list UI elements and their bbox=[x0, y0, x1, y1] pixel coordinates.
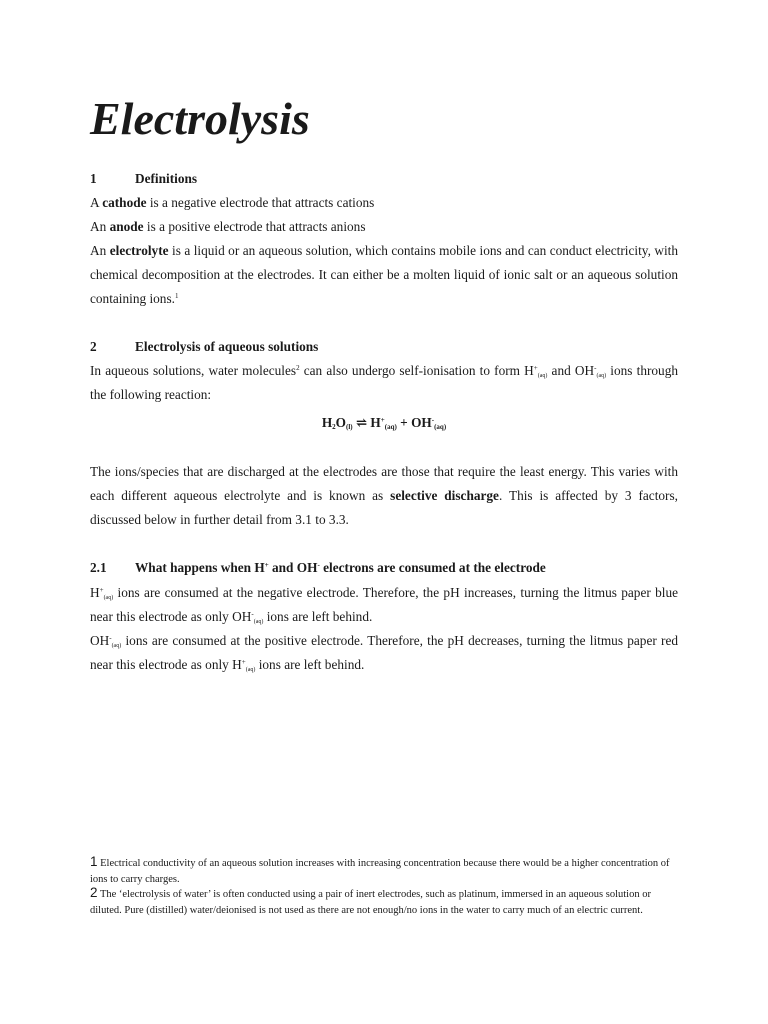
superscript: + bbox=[241, 658, 246, 666]
text: ions through the following reaction: bbox=[90, 363, 678, 402]
subscript: (aq) bbox=[253, 619, 264, 625]
self-ionisation-paragraph bbox=[90, 359, 678, 407]
superscript: - bbox=[317, 561, 320, 569]
footnote-ref-1[interactable]: 1 bbox=[174, 292, 179, 300]
section-title: Definitions bbox=[135, 171, 198, 186]
text: . This is affected by 3 factors, discussed below in further detail from 3.1 to 3.3. bbox=[90, 488, 678, 527]
superscript: - bbox=[109, 634, 112, 642]
text: electrons are consumed at the electrode bbox=[319, 560, 546, 575]
text: The ions/species that are discharged at the electrodes are those that require the least energy. This varies with each different aqueous electrolyte and is known as bbox=[90, 464, 678, 503]
subscript: (l) bbox=[346, 423, 353, 431]
subscript: (aq) bbox=[111, 643, 122, 649]
term-cathode: cathode bbox=[102, 195, 147, 210]
electrolyte-definition bbox=[90, 239, 678, 311]
footnote-text: Electrical conductivity of an aqueous solution increases with increasing concentration because there would be a higher concentration of ions to carry charges. bbox=[90, 858, 670, 885]
subscript: (aq) bbox=[245, 667, 256, 673]
text: H bbox=[370, 415, 381, 430]
section-1-heading bbox=[90, 167, 197, 191]
subscript: (aq) bbox=[434, 423, 447, 431]
anode-definition bbox=[90, 215, 678, 239]
text: O bbox=[335, 415, 347, 430]
h-ions-paragraph bbox=[90, 581, 678, 629]
text: can also undergo self-ionisation to form H bbox=[299, 363, 534, 378]
text: ions are left behind. bbox=[255, 657, 365, 672]
subscript: (aq) bbox=[537, 373, 548, 379]
footnote-number: 1 bbox=[90, 854, 98, 869]
water-ionisation-equation bbox=[90, 411, 678, 435]
text: An bbox=[90, 219, 110, 234]
text: is a positive electrode that attracts anions bbox=[143, 219, 366, 234]
footnote-1 bbox=[90, 854, 678, 887]
subscript: 2 bbox=[332, 423, 336, 431]
text: is a negative electrode that attracts cations bbox=[146, 195, 375, 210]
term-anode: anode bbox=[109, 219, 144, 234]
superscript: + bbox=[99, 586, 104, 594]
text: H bbox=[321, 415, 333, 430]
section-title: Electrolysis of aqueous solutions bbox=[135, 339, 319, 354]
text: OH bbox=[411, 415, 432, 430]
cathode-definition bbox=[90, 191, 678, 215]
section-title bbox=[135, 560, 546, 575]
page-title: Electrolysis bbox=[90, 93, 310, 144]
text: A bbox=[90, 195, 103, 210]
text: An bbox=[90, 243, 110, 258]
text: ions are consumed at the positive electrode. Therefore, the pH decreases, turning the litmus paper red near this electrode as only H bbox=[90, 633, 678, 672]
footnote-number: 2 bbox=[90, 885, 98, 900]
text: and OH bbox=[547, 363, 595, 378]
text: and OH bbox=[268, 560, 318, 575]
section-number: 2 bbox=[90, 339, 97, 354]
text: In aqueous solutions, water molecules bbox=[90, 363, 297, 378]
term-electrolyte: electrolyte bbox=[109, 243, 169, 258]
section-number: 1 bbox=[90, 171, 97, 186]
text: is a liquid or an aqueous solution, which contains mobile ions and can conduct electricity, with chemical decomposition at the electrodes. It can either be a molten liquid of ionic salt or an aqueous solution containing ions. bbox=[90, 243, 678, 306]
text: + bbox=[396, 415, 412, 430]
superscript: + bbox=[264, 561, 269, 569]
footnote-2 bbox=[90, 885, 678, 918]
superscript: + bbox=[533, 364, 538, 372]
section-2-1-heading bbox=[90, 556, 546, 580]
subscript: (aq) bbox=[384, 423, 397, 431]
equilibrium-arrow: ⇌ bbox=[352, 415, 371, 430]
section-number: 2.1 bbox=[90, 560, 107, 575]
term-selective-discharge: selective discharge bbox=[390, 488, 499, 503]
superscript: - bbox=[431, 416, 435, 424]
subscript: (aq) bbox=[596, 373, 607, 379]
oh-ions-paragraph bbox=[90, 629, 678, 677]
subscript: (aq) bbox=[103, 595, 114, 601]
text: H bbox=[90, 585, 100, 600]
text: ions are left behind. bbox=[263, 609, 373, 624]
superscript: + bbox=[380, 416, 385, 424]
superscript: - bbox=[594, 364, 597, 372]
text: What happens when H bbox=[135, 560, 265, 575]
superscript: - bbox=[251, 610, 254, 618]
footnote-ref-2[interactable]: 2 bbox=[296, 364, 300, 372]
text: OH bbox=[90, 633, 110, 648]
selective-discharge-paragraph bbox=[90, 460, 678, 532]
text: ions are consumed at the negative electrode. Therefore, the pH increases, turning the litmus paper blue near this electrode as only OH bbox=[90, 585, 678, 624]
section-2-heading bbox=[90, 335, 318, 359]
footnote-text: The ‘electrolysis of water’ is often conducted using a pair of inert electrodes, such as platinum, immersed in an aqueous solution or diluted. Pure (distilled) water/deionised is not used as there are not enough/no ions in the water to carry much of an electric current. bbox=[90, 889, 651, 916]
